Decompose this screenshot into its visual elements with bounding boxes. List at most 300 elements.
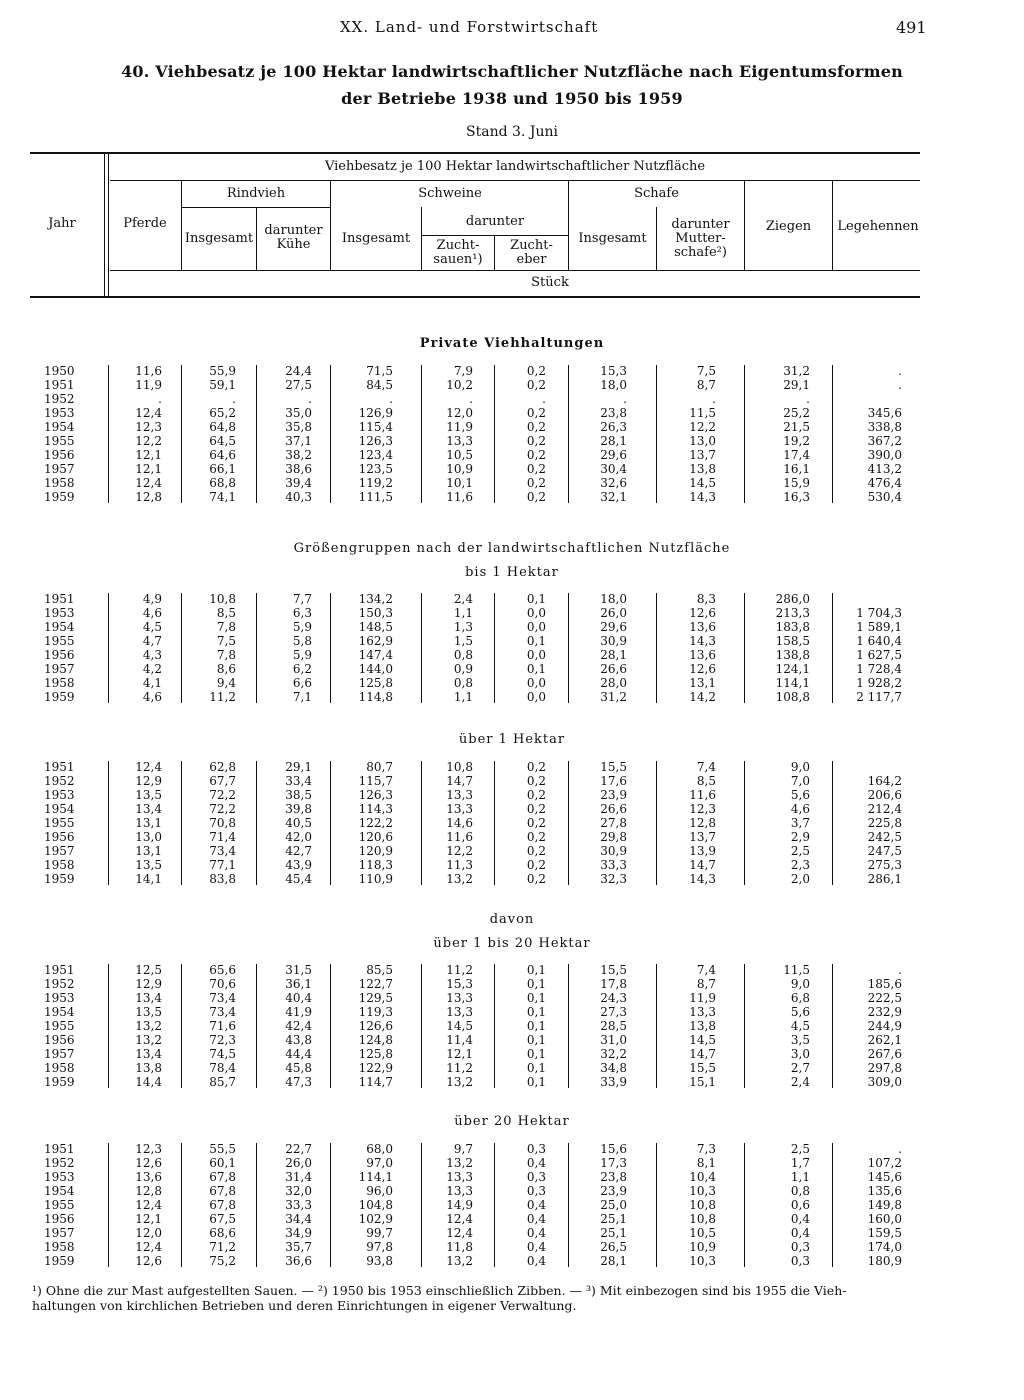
table-row [0, 620, 1024, 634]
table-cell: 13,2 [446, 1156, 473, 1170]
table-cell: 14,3 [689, 872, 716, 886]
table-cell: 0,3 [526, 1184, 546, 1198]
table-row [0, 592, 1024, 606]
table-cell: 26,0 [285, 1156, 312, 1170]
cell-year: 1958 [44, 476, 75, 490]
table-cell: 1,7 [790, 1156, 810, 1170]
section-rows [0, 1142, 1024, 1268]
table-cell: 14,3 [689, 634, 716, 648]
table-cell: 13,5 [135, 1005, 162, 1019]
table-cell: 32,1 [600, 490, 627, 504]
table-cell: 7,8 [216, 648, 236, 662]
col-mutter-3: schafe²) [674, 245, 727, 260]
table-cell: 13,3 [446, 802, 473, 816]
table-cell: 147,4 [358, 648, 393, 662]
cell-year: 1954 [44, 802, 75, 816]
table-cell: 29,6 [600, 448, 627, 462]
table-cell: 13,6 [689, 648, 716, 662]
table-cell: 31,2 [783, 364, 810, 378]
table-cell: 15,3 [446, 977, 473, 991]
table-cell: 2,4 [453, 592, 473, 606]
table-cell: 5,9 [292, 648, 312, 662]
table-cell: 0,1 [526, 634, 546, 648]
table-cell: 11,3 [446, 858, 473, 872]
header-bottom-rule [30, 296, 920, 298]
cell-year: 1957 [44, 1226, 75, 1240]
table-cell: 14,5 [446, 1019, 473, 1033]
table-cell: 1,1 [790, 1170, 810, 1184]
table-cell: 26,6 [600, 802, 627, 816]
table-cell: 84,5 [366, 378, 393, 392]
table-cell: 0,1 [526, 662, 546, 676]
table-cell: 0,0 [526, 676, 546, 690]
table-cell: 33,3 [600, 858, 627, 872]
table-cell: 3,0 [790, 1047, 810, 1061]
table-cell: 10,3 [689, 1184, 716, 1198]
table-cell: 29,1 [285, 760, 312, 774]
table-row [0, 364, 1024, 378]
table-cell: 12,4 [135, 760, 162, 774]
table-cell: 119,3 [358, 1005, 393, 1019]
table-cell: 14,5 [689, 1033, 716, 1047]
cell-year: 1957 [44, 1047, 75, 1061]
table-cell: 32,2 [600, 1047, 627, 1061]
table-cell: 0,4 [790, 1226, 810, 1240]
table-cell: 12,6 [135, 1156, 162, 1170]
table-cell: 5,6 [790, 1005, 810, 1019]
table-cell: 267,6 [867, 1047, 902, 1061]
table-cell: 73,4 [209, 991, 236, 1005]
table-cell: 15,1 [689, 1075, 716, 1089]
table-cell: 97,8 [366, 1240, 393, 1254]
section-rows [0, 592, 1024, 704]
table-cell: 83,8 [209, 872, 236, 886]
footnote-line2: haltungen von kirchlichen Betrieben und deren Einrichtungen in eigener Verwaltung. [32, 1298, 577, 1313]
table-cell: 30,9 [600, 844, 627, 858]
table-cell: 0,1 [526, 1019, 546, 1033]
cell-year: 1958 [44, 676, 75, 690]
table-cell: 0,3 [790, 1254, 810, 1268]
table-cell: . [712, 392, 716, 406]
table-cell: 2,3 [790, 858, 810, 872]
table-cell: 29,6 [600, 620, 627, 634]
table-cell: 2,7 [790, 1061, 810, 1075]
table-cell: 11,5 [689, 406, 716, 420]
col-pferde: Pferde [123, 216, 167, 231]
col-jahr: Jahr [48, 216, 76, 231]
table-cell: 12,9 [135, 977, 162, 991]
table-cell: 72,2 [209, 802, 236, 816]
table-cell: 47,3 [285, 1075, 312, 1089]
table-cell: 13,8 [689, 1019, 716, 1033]
table-cell: 0,1 [526, 1061, 546, 1075]
table-cell: 0,2 [526, 816, 546, 830]
table-cell: 3,7 [790, 816, 810, 830]
table-cell: 99,7 [366, 1226, 393, 1240]
table-cell: 72,2 [209, 788, 236, 802]
table-cell: 12,4 [135, 406, 162, 420]
table-cell: 13,3 [446, 1184, 473, 1198]
table-cell: 39,4 [285, 476, 312, 490]
table-cell: 0,2 [526, 788, 546, 802]
table-row [0, 1142, 1024, 1156]
table-cell: 67,8 [209, 1184, 236, 1198]
table-cell: 16,1 [783, 462, 810, 476]
table-cell: 114,3 [358, 802, 393, 816]
table-cell: 126,3 [358, 434, 393, 448]
table-cell: 67,7 [209, 774, 236, 788]
table-cell: 4,6 [142, 690, 162, 704]
table-cell: 24,4 [285, 364, 312, 378]
table-cell: 0,2 [526, 830, 546, 844]
table-cell: 0,1 [526, 963, 546, 977]
section-pretitle: Größengruppen nach der landwirtschaftlichen Nutzfläche [293, 541, 731, 556]
table-cell: 11,4 [446, 1033, 473, 1047]
table-cell: 0,2 [526, 490, 546, 504]
table-cell: 4,5 [790, 1019, 810, 1033]
table-cell: 45,4 [285, 872, 312, 886]
table-cell: 1 640,4 [856, 634, 902, 648]
table-cell: 149,8 [867, 1198, 902, 1212]
table-cell: 68,6 [209, 1226, 236, 1240]
table-cell: 14,1 [135, 872, 162, 886]
cell-year: 1950 [44, 364, 75, 378]
table-row [0, 774, 1024, 788]
table-row [0, 1170, 1024, 1184]
table-cell: 0,4 [526, 1226, 546, 1240]
table-cell: 59,1 [209, 378, 236, 392]
table-cell: 14,7 [446, 774, 473, 788]
table-cell: 120,6 [358, 830, 393, 844]
table-title-line2: der Betriebe 1938 und 1950 bis 1959 [341, 89, 683, 108]
table-row [0, 1005, 1024, 1019]
table-cell: 22,7 [285, 1142, 312, 1156]
table-cell: 4,3 [142, 648, 162, 662]
table-cell: 0,2 [526, 420, 546, 434]
table-cell: 7,4 [696, 963, 716, 977]
chapter-header: XX. Land- und Forstwirtschaft [340, 18, 599, 36]
table-cell: 30,4 [600, 462, 627, 476]
table-cell: 71,5 [366, 364, 393, 378]
table-cell: 11,5 [783, 963, 810, 977]
table-cell: 77,1 [209, 858, 236, 872]
header-rule-units [110, 270, 920, 271]
table-cell: 0,1 [526, 1005, 546, 1019]
table-row [0, 406, 1024, 420]
table-cell: 2 117,7 [856, 690, 902, 704]
table-cell: 7,5 [696, 364, 716, 378]
table-cell: 40,5 [285, 816, 312, 830]
table-cell: 39,8 [285, 802, 312, 816]
table-cell: 62,8 [209, 760, 236, 774]
table-cell: 0,0 [526, 690, 546, 704]
col-rind-insgesamt: Insgesamt [184, 231, 254, 246]
table-row [0, 991, 1024, 1005]
table-row [0, 1198, 1024, 1212]
table-cell: 2,4 [790, 1075, 810, 1089]
table-cell: 7,7 [292, 592, 312, 606]
table-row [0, 1075, 1024, 1089]
table-cell: 65,6 [209, 963, 236, 977]
table-row [0, 1254, 1024, 1268]
table-cell: 242,5 [867, 830, 902, 844]
table-cell: 4,5 [142, 620, 162, 634]
table-cell: 0,1 [526, 1075, 546, 1089]
section-rows [0, 364, 1024, 504]
table-row [0, 662, 1024, 676]
cell-year: 1959 [44, 1254, 75, 1268]
table-cell: 7,4 [696, 760, 716, 774]
table-row [0, 476, 1024, 490]
table-cell: 135,6 [867, 1184, 902, 1198]
table-cell: 6,6 [292, 676, 312, 690]
table-cell: 124,1 [775, 662, 810, 676]
table-cell: 73,4 [209, 844, 236, 858]
table-cell: 7,0 [790, 774, 810, 788]
table-cell: 27,3 [600, 1005, 627, 1019]
table-cell: 8,7 [696, 977, 716, 991]
table-cell: 104,8 [358, 1198, 393, 1212]
table-cell: 123,4 [358, 448, 393, 462]
table-cell: 32,6 [600, 476, 627, 490]
table-cell: 232,9 [867, 1005, 902, 1019]
table-cell: 14,9 [446, 1198, 473, 1212]
table-cell: 12,6 [689, 606, 716, 620]
table-cell: 41,9 [285, 1005, 312, 1019]
table-row [0, 1019, 1024, 1033]
table-cell: 13,1 [689, 676, 716, 690]
table-row [0, 1240, 1024, 1254]
table-cell: 0,4 [526, 1212, 546, 1226]
table-cell: 15,5 [600, 760, 627, 774]
table-cell: 9,7 [453, 1142, 473, 1156]
table-cell: 530,4 [867, 490, 902, 504]
table-row [0, 788, 1024, 802]
stand-date: Stand 3. Juni [466, 124, 558, 140]
table-cell: 13,4 [135, 1047, 162, 1061]
table-cell: 15,5 [600, 963, 627, 977]
table-cell: 122,7 [358, 977, 393, 991]
table-cell: 13,2 [446, 1075, 473, 1089]
table-cell: 97,0 [366, 1156, 393, 1170]
table-cell: 72,3 [209, 1033, 236, 1047]
page-number: 491 [896, 18, 927, 37]
table-cell: 12,2 [446, 844, 473, 858]
table-cell: 286,0 [775, 592, 810, 606]
table-cell: 114,8 [358, 690, 393, 704]
table-cell: . [158, 392, 162, 406]
table-cell: 367,2 [867, 434, 902, 448]
table-cell: 12,1 [135, 1212, 162, 1226]
table-cell: 13,2 [446, 872, 473, 886]
table-cell: 70,6 [209, 977, 236, 991]
table-cell: 11,9 [135, 378, 162, 392]
table-cell: 164,2 [867, 774, 902, 788]
table-row [0, 1212, 1024, 1226]
table-cell: 110,9 [358, 872, 393, 886]
table-cell: 25,1 [600, 1212, 627, 1226]
table-cell: 96,0 [366, 1184, 393, 1198]
table-cell: 9,0 [790, 977, 810, 991]
table-cell: 247,5 [867, 844, 902, 858]
table-cell: 10,8 [689, 1212, 716, 1226]
cell-year: 1954 [44, 620, 75, 634]
table-cell: 25,0 [600, 1198, 627, 1212]
table-row [0, 634, 1024, 648]
table-cell: 23,9 [600, 788, 627, 802]
table-cell: 0,0 [526, 648, 546, 662]
table-cell: 29,8 [600, 830, 627, 844]
table-cell: 390,0 [867, 448, 902, 462]
cell-year: 1952 [44, 392, 75, 406]
table-cell: 28,1 [600, 434, 627, 448]
table-cell: 345,6 [867, 406, 902, 420]
table-cell: . [623, 392, 627, 406]
table-row [0, 490, 1024, 504]
table-cell: 0,4 [526, 1156, 546, 1170]
table-cell: 0,2 [526, 462, 546, 476]
table-cell: 11,6 [135, 364, 162, 378]
table-cell: 12,3 [135, 1142, 162, 1156]
table-cell: 0,3 [790, 1240, 810, 1254]
col-zuchteber-1: Zucht- [510, 238, 553, 253]
table-cell: 476,4 [867, 476, 902, 490]
table-cell: 0,0 [526, 620, 546, 634]
table-cell: 31,2 [600, 690, 627, 704]
table-cell: 1,5 [453, 634, 473, 648]
table-row [0, 1184, 1024, 1198]
table-cell: 126,3 [358, 788, 393, 802]
table-cell: 31,5 [285, 963, 312, 977]
table-cell: 1,1 [453, 690, 473, 704]
table-cell: 12,1 [446, 1047, 473, 1061]
section-title: bis 1 Hektar [465, 565, 559, 580]
table-cell: 8,7 [696, 378, 716, 392]
table-row [0, 977, 1024, 991]
table-cell: 11,8 [446, 1240, 473, 1254]
table-cell: 12,9 [135, 774, 162, 788]
table-cell: 225,8 [867, 816, 902, 830]
table-cell: . [232, 392, 236, 406]
table-cell: 145,6 [867, 1170, 902, 1184]
table-cell: 17,6 [600, 774, 627, 788]
table-cell: 42,4 [285, 1019, 312, 1033]
table-cell: 1 728,4 [856, 662, 902, 676]
table-cell: 148,5 [358, 620, 393, 634]
table-cell: 13,0 [689, 434, 716, 448]
table-cell: 2,5 [790, 1142, 810, 1156]
table-cell: 31,4 [285, 1170, 312, 1184]
table-cell: 65,2 [209, 406, 236, 420]
table-row [0, 420, 1024, 434]
table-cell: 13,8 [689, 462, 716, 476]
unit-label: Stück [531, 275, 569, 290]
table-cell: 222,5 [867, 991, 902, 1005]
table-cell: 0,4 [526, 1240, 546, 1254]
table-cell: 4,1 [142, 676, 162, 690]
table-cell: 26,5 [600, 1240, 627, 1254]
table-cell: 12,0 [135, 1226, 162, 1240]
table-cell: 0,8 [453, 676, 473, 690]
table-cell: 11,9 [446, 420, 473, 434]
table-cell: 0,2 [526, 364, 546, 378]
table-cell: 162,9 [358, 634, 393, 648]
table-cell: 1,3 [453, 620, 473, 634]
col-schweine: Schweine [418, 186, 482, 201]
table-cell: 13,2 [135, 1033, 162, 1047]
table-cell: 12,4 [135, 1198, 162, 1212]
col-zuchtsauen-2: sauen¹) [433, 252, 483, 267]
header-rule-2 [110, 180, 920, 181]
table-cell: 4,2 [142, 662, 162, 676]
table-cell: 40,4 [285, 991, 312, 1005]
table-row [0, 378, 1024, 392]
table-cell: 24,3 [600, 991, 627, 1005]
table-cell: 0,1 [526, 1047, 546, 1061]
table-cell: 275,3 [867, 858, 902, 872]
table-cell: 12,3 [689, 802, 716, 816]
table-cell: 0,8 [453, 648, 473, 662]
table-cell: 14,3 [689, 490, 716, 504]
cell-year: 1958 [44, 1240, 75, 1254]
table-cell: 1,1 [453, 606, 473, 620]
cell-year: 1955 [44, 434, 75, 448]
col-rindvieh: Rindvieh [226, 186, 286, 201]
table-cell: 11,6 [446, 830, 473, 844]
col-rind-darunter: darunter [264, 223, 323, 238]
table-row [0, 392, 1024, 406]
table-cell: 17,8 [600, 977, 627, 991]
cell-year: 1956 [44, 1212, 75, 1226]
cell-year: 1954 [44, 1184, 75, 1198]
table-cell: 212,4 [867, 802, 902, 816]
table-cell: 11,6 [446, 490, 473, 504]
table-cell: 107,2 [867, 1156, 902, 1170]
table-cell: 0,4 [790, 1212, 810, 1226]
cell-year: 1959 [44, 690, 75, 704]
table-row [0, 1226, 1024, 1240]
cell-year: 1951 [44, 1142, 75, 1156]
table-cell: 19,2 [783, 434, 810, 448]
table-cell: 0,2 [526, 760, 546, 774]
table-cell: 44,4 [285, 1047, 312, 1061]
table-cell: . [898, 963, 902, 977]
table-cell: 309,0 [867, 1075, 902, 1089]
cell-year: 1953 [44, 1170, 75, 1184]
table-row [0, 1047, 1024, 1061]
table-cell: 40,3 [285, 490, 312, 504]
header-top-rule [30, 152, 920, 154]
table-cell: . [898, 1142, 902, 1156]
table-cell: 12,8 [689, 816, 716, 830]
table-cell: 38,6 [285, 462, 312, 476]
col-zuchteber-2: eber [516, 252, 547, 267]
table-cell: 55,5 [209, 1142, 236, 1156]
table-row [0, 690, 1024, 704]
table-cell: 1 627,5 [856, 648, 902, 662]
table-cell: 213,3 [775, 606, 810, 620]
table-cell: 12,6 [689, 662, 716, 676]
cell-year: 1952 [44, 774, 75, 788]
vrule-jahr-2 [108, 153, 109, 297]
vrule-jahr [104, 153, 105, 297]
table-cell: 13,8 [135, 1061, 162, 1075]
table-cell: 67,8 [209, 1198, 236, 1212]
table-cell: 0,1 [526, 1033, 546, 1047]
table-cell: 74,5 [209, 1047, 236, 1061]
cell-year: 1957 [44, 462, 75, 476]
table-cell: 174,0 [867, 1240, 902, 1254]
